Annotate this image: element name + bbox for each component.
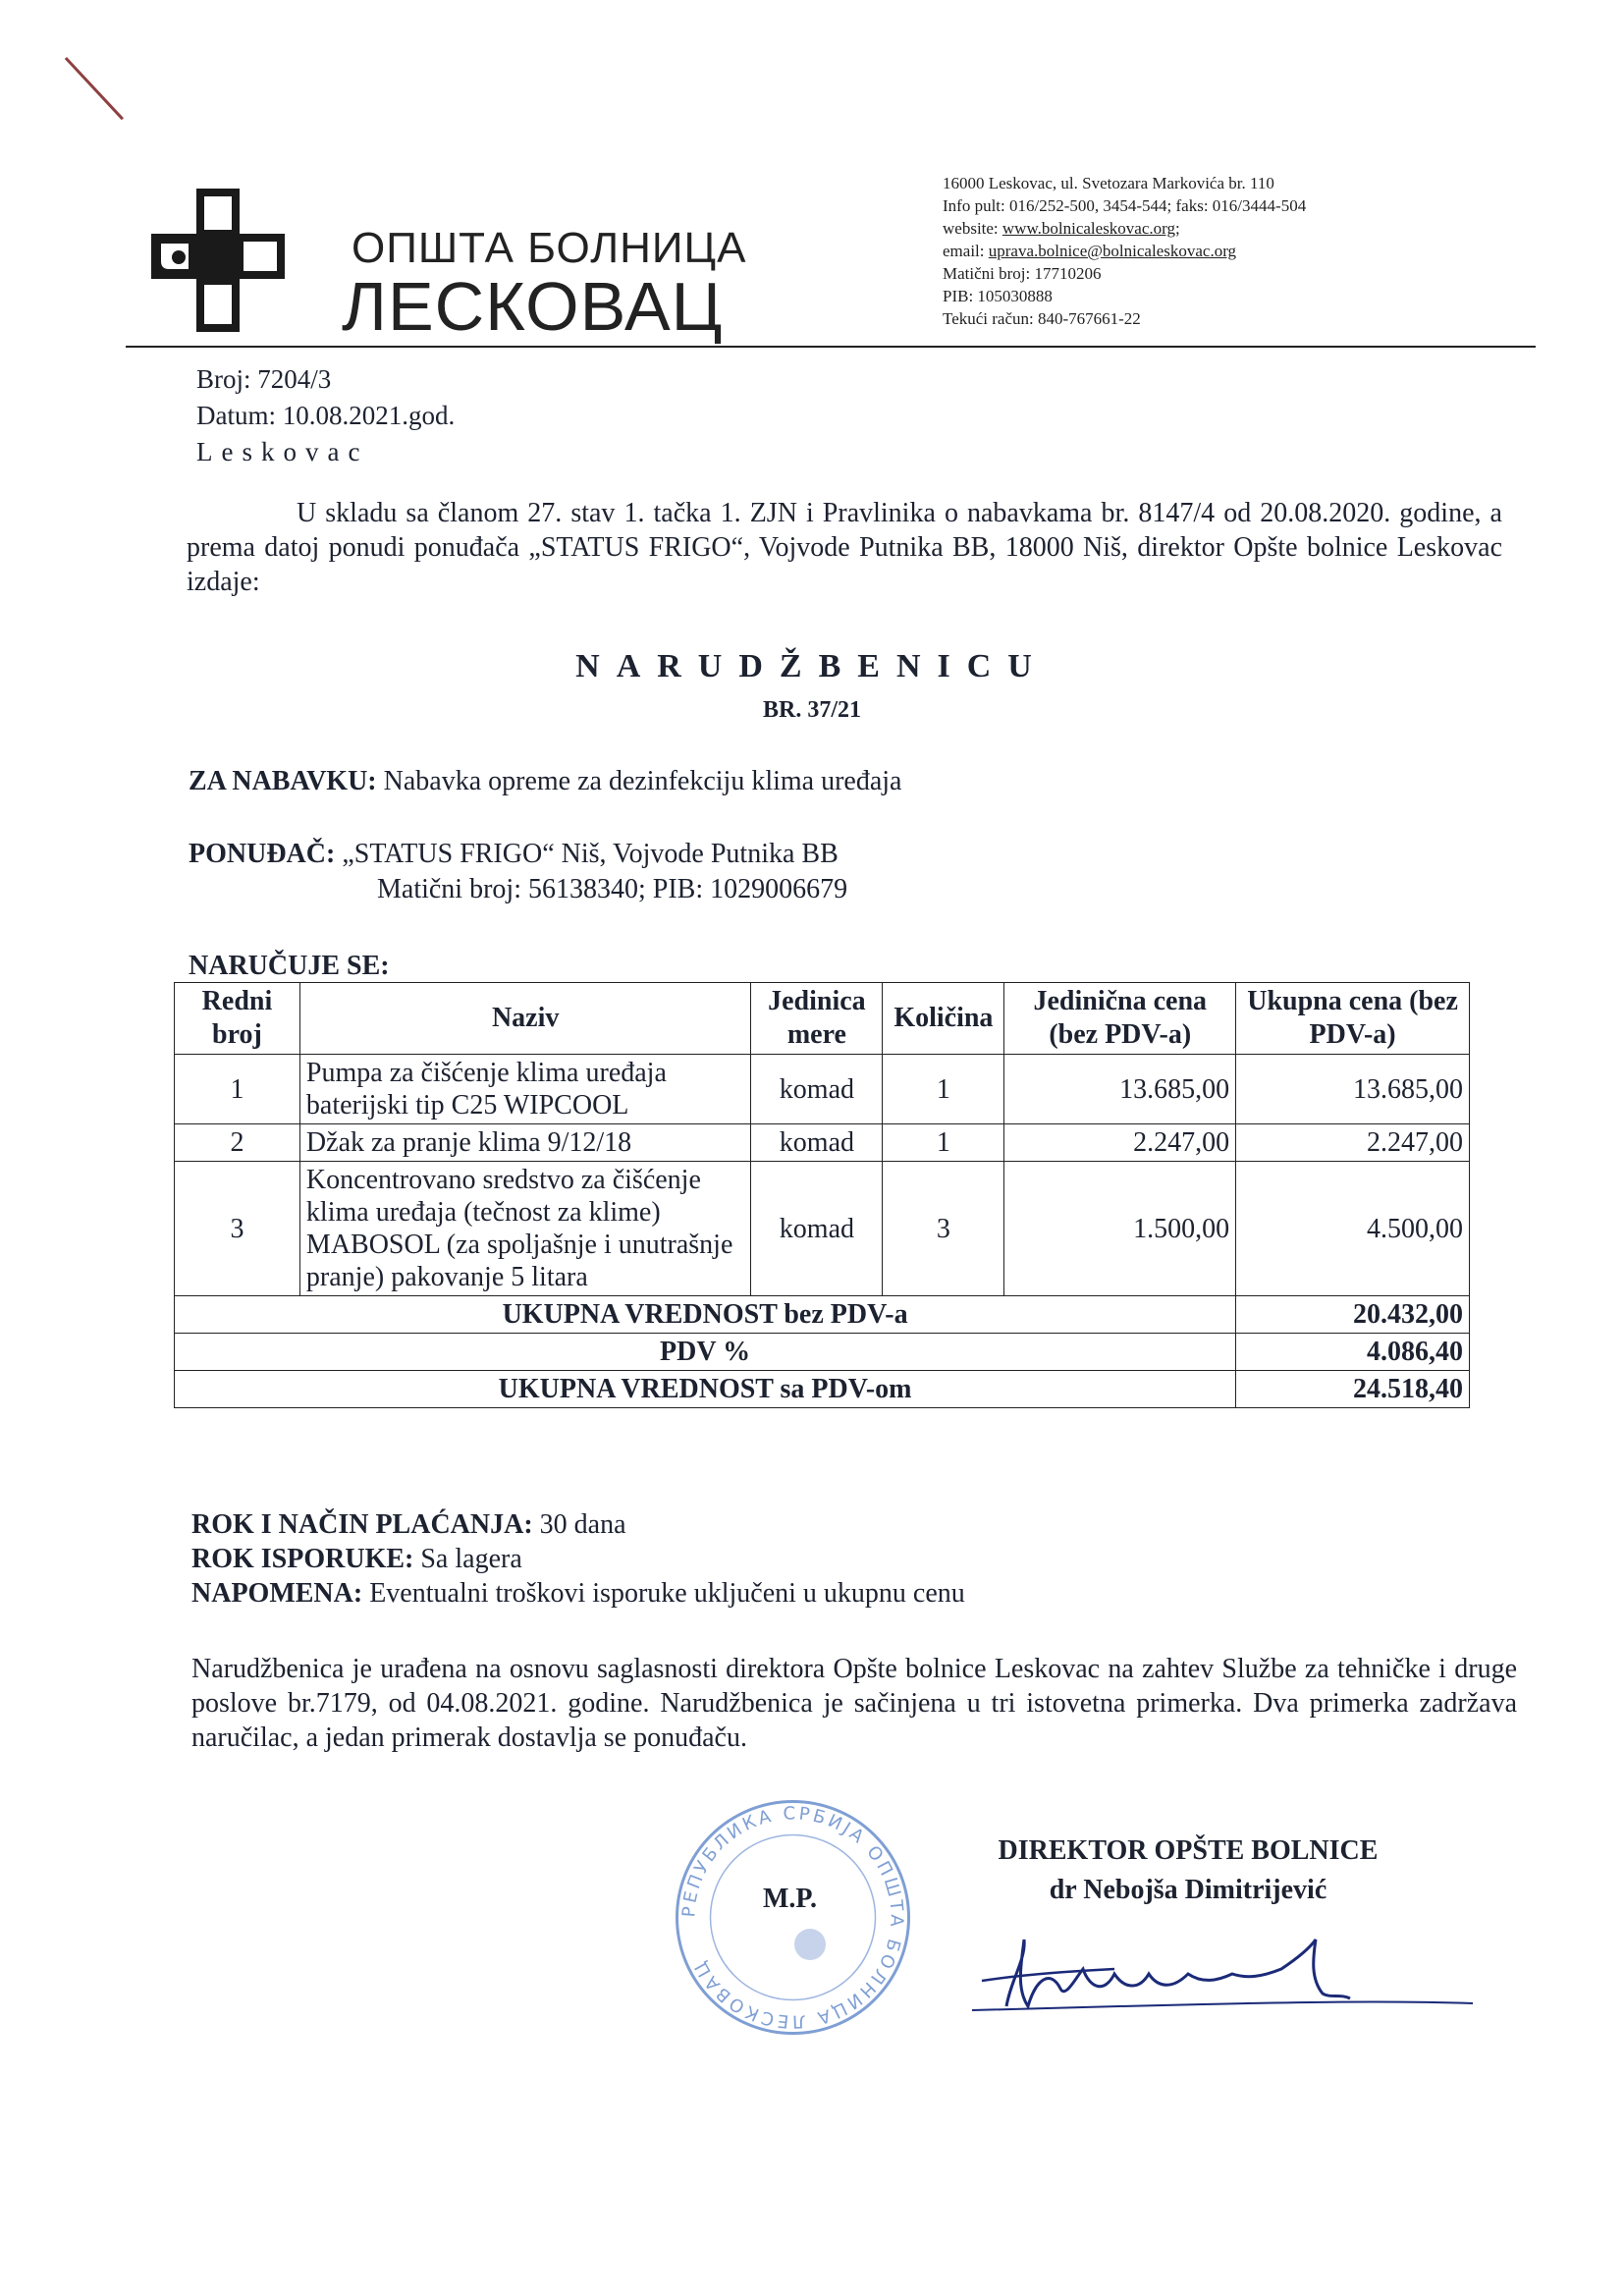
official-stamp	[673, 1797, 913, 2038]
datum: Datum: 10.08.2021.god.	[196, 401, 456, 430]
tekuci-racun-line: Tekući račun: 840-767661-22	[943, 309, 1141, 328]
nabavka-value: Nabavka opreme za dezinfekciju klima uređaja	[383, 766, 902, 796]
ponudjac-value: „STATUS FRIGO“ Niš, Vojvode Putnika BB	[342, 839, 839, 869]
website-line	[943, 217, 1306, 240]
row-unit-price: 13.685,00	[1004, 1055, 1236, 1124]
row-number: 2	[175, 1124, 300, 1162]
address-line: 16000 Leskovac, ul. Svetozara Markovića br. 110	[943, 174, 1274, 192]
table-header-row	[175, 983, 1470, 1055]
payment-term	[191, 1507, 965, 1542]
handwritten-signature	[967, 1920, 1478, 2018]
row-unit: komad	[751, 1162, 883, 1296]
broj: Broj: 7204/3	[196, 364, 332, 394]
col-ukupna-cena: Ukupna cena (bez PDV-a)	[1236, 983, 1470, 1055]
table-row	[175, 1124, 1470, 1162]
grand-total-label: UKUPNA VREDNOST sa PDV-om	[175, 1371, 1236, 1408]
nabavka-label: ZA NABAVKU:	[189, 766, 377, 796]
note	[191, 1576, 965, 1611]
email-link[interactable]: uprava.bolnice@bolnicaleskovac.org	[988, 242, 1237, 260]
order-table	[174, 982, 1470, 1408]
row-name: Pumpa za čišćenje klima uređaja baterijski tip C25 WIPCOOL	[299, 1055, 751, 1124]
stamp-text: РЕПУБЛИКА СРБИЈА ОПШТА БОЛНИЦА ЛЕСКОВАЦ	[678, 1803, 907, 2032]
terms-block	[191, 1507, 965, 1611]
row-unit: komad	[751, 1124, 883, 1162]
note-value: Eventualni troškovi isporuke uključeni u ukupnu cenu	[369, 1578, 965, 1609]
row-number: 1	[175, 1055, 300, 1124]
document-meta	[196, 361, 455, 470]
maticni-broj-line: Matični broj: 17710206	[943, 264, 1102, 283]
delivery-term-value: Sa lagera	[420, 1544, 522, 1574]
logo-title-line2: ЛЕСКОВАЦ	[342, 268, 724, 345]
pib-line: PIB: 105030888	[943, 287, 1053, 305]
signature-block	[943, 1831, 1434, 1910]
delivery-term	[191, 1542, 965, 1576]
website-label: website:	[943, 219, 999, 238]
total-row-vat	[175, 1334, 1470, 1371]
director-name: dr Nebojša Dimitrijević	[1049, 1875, 1327, 1905]
col-kolicina: Količina	[883, 983, 1004, 1055]
row-unit: komad	[751, 1055, 883, 1124]
director-title: DIREKTOR OPŠTE BOLNICE	[998, 1835, 1379, 1866]
row-qty: 1	[883, 1055, 1004, 1124]
document-title: NARUDŽBENICU	[575, 648, 1049, 684]
grand-total-value: 24.518,40	[1236, 1371, 1470, 1408]
row-name: Koncentrovano sredstvo za čišćenje klima uređaja (tečnost za klime) MABOSOL (za spoljašnje i unutrašnje pranje) pakovanje 5 litara	[299, 1162, 751, 1296]
row-unit-price: 2.247,00	[1004, 1124, 1236, 1162]
ponudjac-line	[189, 837, 839, 871]
row-total: 13.685,00	[1236, 1055, 1470, 1124]
vat-label: PDV %	[175, 1334, 1236, 1371]
stamp-mp-label: M.P.	[763, 1884, 817, 1914]
naruc-label: NARUČUJE SE:	[189, 951, 390, 981]
table-row	[175, 1162, 1470, 1296]
total-value: 20.432,00	[1236, 1296, 1470, 1334]
col-jedinicna-cena: Jedinična cena (bez PDV-a)	[1004, 983, 1236, 1055]
col-jedinica-mere: Jedinica mere	[751, 983, 883, 1055]
nabavka-line	[189, 764, 901, 798]
row-name: Džak za pranje klima 9/12/18	[299, 1124, 751, 1162]
total-row-gross	[175, 1371, 1470, 1408]
delivery-term-label: ROK ISPORUKE:	[191, 1544, 414, 1574]
ponudjac-ids: Matični broj: 56138340; PIB: 1029006679	[377, 874, 848, 904]
scan-pen-mark	[65, 57, 124, 120]
total-row-net	[175, 1296, 1470, 1334]
closing-paragraph: Narudžbenica je urađena na osnovu saglasnosti direktora Opšte bolnice Leskovac na zahtev Službe za tehničke i druge poslove br.7179, od 04.08.2021. godine. Narudžbenica je sačinjena u tri istovetna primerka. Dva primerka zadržava naručilac, a jedan primerak dostavlja se ponuđaču.	[191, 1654, 1517, 1753]
payment-term-label: ROK I NAČIN PLAĆANJA:	[191, 1509, 533, 1540]
email-label: email:	[943, 242, 985, 260]
contact-block	[943, 172, 1306, 330]
table-row	[175, 1055, 1470, 1124]
header-divider	[126, 346, 1536, 348]
col-naziv: Naziv	[299, 983, 751, 1055]
svg-text:РЕПУБЛИКА СРБИЈА ОПШТА БОЛНИЦА	[678, 1803, 906, 2031]
total-label: UKUPNA VREDNOST bez PDV-a	[175, 1296, 1236, 1334]
note-label: NAPOMENA:	[191, 1578, 363, 1609]
email-line	[943, 240, 1306, 262]
row-number: 3	[175, 1162, 300, 1296]
row-qty: 3	[883, 1162, 1004, 1296]
row-unit-price: 1.500,00	[1004, 1162, 1236, 1296]
phone-line: Info pult: 016/252-500, 3454-544; faks: 016/3444-504	[943, 196, 1307, 215]
payment-term-value: 30 dana	[539, 1509, 626, 1540]
city: Leskovac	[196, 437, 369, 466]
row-qty: 1	[883, 1124, 1004, 1162]
row-total: 2.247,00	[1236, 1124, 1470, 1162]
col-redni-broj: Redni broj	[175, 983, 300, 1055]
document-number: BR. 37/21	[762, 697, 861, 723]
website-link[interactable]: www.bolnicaleskovac.org	[1001, 219, 1175, 238]
ponudjac-label: PONUĐAČ:	[189, 839, 336, 869]
row-total: 4.500,00	[1236, 1162, 1470, 1296]
hospital-cross-logo-icon	[149, 187, 287, 334]
logo-title-line1: ОПШТА БОЛНИЦА	[352, 224, 747, 272]
website-suffix: ;	[1175, 219, 1180, 238]
vat-value: 4.086,40	[1236, 1334, 1470, 1371]
intro-paragraph: U skladu sa članom 27. stav 1. tačka 1. ZJN i Pravlinika o nabavkama br. 8147/4 od 20.08.2020. godine, a prema datoj ponudi ponuđača „STATUS FRIGO“, Vojvode Putnika BB, 18000 Niš, direktor Opšte bolnice Leskovac izdaje:	[187, 498, 1502, 597]
